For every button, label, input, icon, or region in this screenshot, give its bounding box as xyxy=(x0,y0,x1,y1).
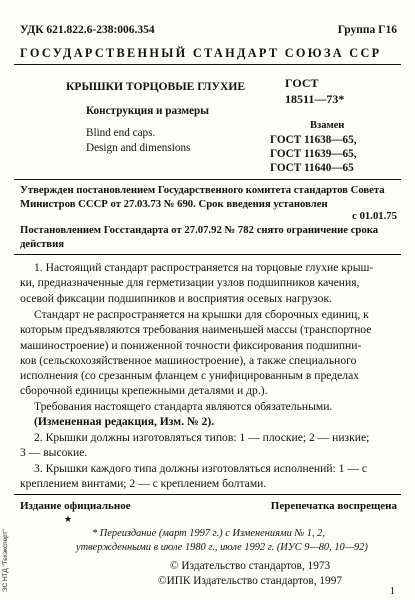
standard-heading: ГОСУДАРСТВЕННЫЙ СТАНДАРТ СОЮЗА ССР xyxy=(20,46,382,60)
gost-number: 18511—73* xyxy=(285,92,345,106)
body-line: ков (сельскохозяйственное машиностроение), а также специального xyxy=(20,353,357,367)
star-icon: ★ xyxy=(64,514,73,524)
replaces-item: ГОСТ 11639—65, xyxy=(270,148,357,160)
body-line: креплением винтами; 2 — с креплением болтами. xyxy=(20,477,267,491)
page-number: 1 xyxy=(389,586,395,597)
body-paragraph-1 xyxy=(20,260,396,306)
replaces-item: ГОСТ 11638—65, xyxy=(270,134,357,146)
reprint-notice: Перепечатка воспрещена xyxy=(270,500,397,512)
body-paragraph-2 xyxy=(20,307,396,399)
footer-rule xyxy=(14,494,401,495)
body-line: Требования настоящего стандарта являются обязательными. xyxy=(34,400,333,413)
approval-rule xyxy=(14,254,401,255)
title-rule xyxy=(14,179,401,180)
header-rule xyxy=(14,64,401,65)
copyright-1997: ©ИПК Издательство стандартов, 1997 xyxy=(158,575,342,587)
doc-title: КРЫШКИ ТОРЦОВЫЕ ГЛУХИЕ xyxy=(66,80,246,93)
body-line: 3. Крышки каждого типа должны изготовляться исполнений: 1 — с xyxy=(34,462,367,475)
body-line: осевой фиксации подшипников и восприятия осевых нагрузок. xyxy=(20,291,332,305)
body-line: исполнения (со срезанным фланцем с унифицированным в пределах xyxy=(20,369,360,383)
title-en-2: Design and dimensions xyxy=(86,142,191,154)
body-line: Стандарт не распространяется на крышки для сборочных единиц, к xyxy=(34,308,369,321)
gost-label: ГОСТ xyxy=(285,76,319,90)
approval-line: Утвержден постановлением Государственного комитета стандартов Совета xyxy=(20,184,385,196)
reissue-note: * Переиздание (март 1997 г.) с Изменениями № 1, 2, xyxy=(92,528,325,539)
replaces-item: ГОСТ 11640—65 xyxy=(270,162,354,174)
copyright-1973: © Издательство стандартов, 1973 xyxy=(170,560,331,572)
body-line: которым предъявляются требования наименьшей массы (транспортное xyxy=(20,323,372,337)
body-paragraph-4 xyxy=(20,430,396,461)
approval-date: с 01.01.75 xyxy=(352,210,397,222)
side-stamp: ЭС НТД "Техэксперт" xyxy=(2,529,9,592)
reissue-note: утвержденными в июле 1980 г., июле 1992 г. (ИУС 9—80, 10—92) xyxy=(76,542,368,553)
official-edition: Издание официальное xyxy=(20,500,131,512)
approval-line: Постановлением Госстандарта от 27.07.92 № 782 снято ограничение срока xyxy=(20,224,379,236)
edit-note: (Измененная редакция, Изм. № 2). xyxy=(34,415,215,429)
body-paragraph-5 xyxy=(20,461,396,492)
udk-code: УДК 621.822.6-238:006.354 xyxy=(20,24,155,36)
body-line: машиностроение) и пониженной точности фиксирования подшипни- xyxy=(20,338,362,352)
doc-subtitle: Конструкция и размеры xyxy=(86,105,209,117)
approval-line: действия xyxy=(20,238,65,250)
body-line: 1. Настоящий стандарт распространяется на торцовые глухие крыш- xyxy=(34,261,374,274)
body-line: 2. Крышки должны изготовляться типов: 1 — плоские; 2 — низкие; xyxy=(34,431,370,444)
title-en-1: Blind end caps. xyxy=(86,127,156,139)
body-line: 3 — высокие. xyxy=(20,446,88,460)
body-line: ки, предназначенные для герметизации узлов подшипников качения, xyxy=(20,276,360,290)
group-code: Группа Г16 xyxy=(337,24,397,36)
replaces-label: Взамен xyxy=(310,120,345,131)
body-paragraph-3 xyxy=(20,399,396,430)
body-line: сборочной единицы крепежными деталями и др.). xyxy=(20,384,268,398)
approval-line: Министров СССР от 27.03.73 № 690. Срок введения установлен xyxy=(20,198,328,210)
